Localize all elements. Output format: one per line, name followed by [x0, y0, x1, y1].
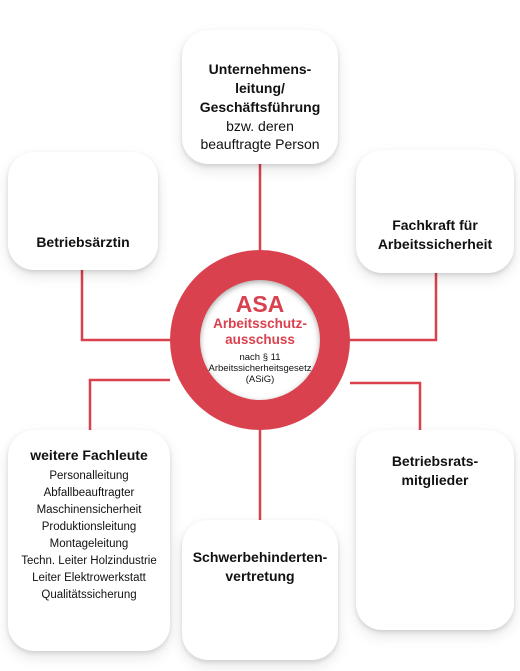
asa-center [200, 280, 320, 400]
box-title: mitglieder [401, 472, 469, 488]
center-name-line: ausschuss [225, 332, 295, 347]
list-item: Montageleitung [49, 538, 129, 550]
box-title: weitere Fachleute [30, 447, 148, 463]
center-note-line: nach § 11 [239, 352, 281, 363]
box-unternehmensleitung [182, 30, 338, 164]
box-title: Betriebsrats- [391, 453, 479, 469]
list-item: Leiter Elektrowerkstatt [32, 572, 146, 584]
box-betriebsratsmitglieder [356, 430, 514, 630]
box-title: Betriebsärztin [36, 234, 130, 250]
connector-left-lower [90, 380, 170, 430]
box-title: vertretung [225, 568, 295, 584]
connector-left-upper [82, 270, 170, 340]
center-name-line: Arbeitsschutz- [213, 316, 307, 331]
list-item: Qualitätssicherung [41, 589, 137, 601]
box-weitere-fachleute [8, 430, 170, 651]
box-schwerbehindertenvertretung [182, 520, 338, 660]
list-item: Produktionsleitung [41, 521, 137, 533]
box-title: Schwerbehinderten- [192, 549, 328, 565]
center-note-line: (ASiG) [245, 374, 275, 385]
box-fachkraft-arbeitssicherheit [356, 150, 514, 273]
box-subtitle: bzw. deren [226, 118, 294, 134]
list-item: Abfallbeauftragter [43, 487, 135, 499]
list-item: Personalleitung [49, 470, 129, 482]
list-item: Techn. Leiter Holzindustrie [21, 555, 157, 567]
connector-right-lower [350, 383, 420, 430]
box-title: Unternehmens- [208, 61, 312, 77]
box-title: Arbeitssicherheit [377, 236, 493, 252]
box-betriebsaerztin [8, 152, 158, 270]
box-title: Geschäftsführung [199, 99, 321, 115]
center-abbreviation: ASA [235, 291, 285, 317]
center-note-line: Arbeitssicherheitsgesetz [208, 363, 312, 374]
connector-right-upper [350, 273, 436, 340]
box-subtitle: beauftragte Person [200, 136, 320, 152]
list-item: Maschinensicherheit [36, 504, 142, 516]
box-title: leitung/ [235, 80, 285, 96]
box-title: Fachkraft für [392, 217, 478, 233]
